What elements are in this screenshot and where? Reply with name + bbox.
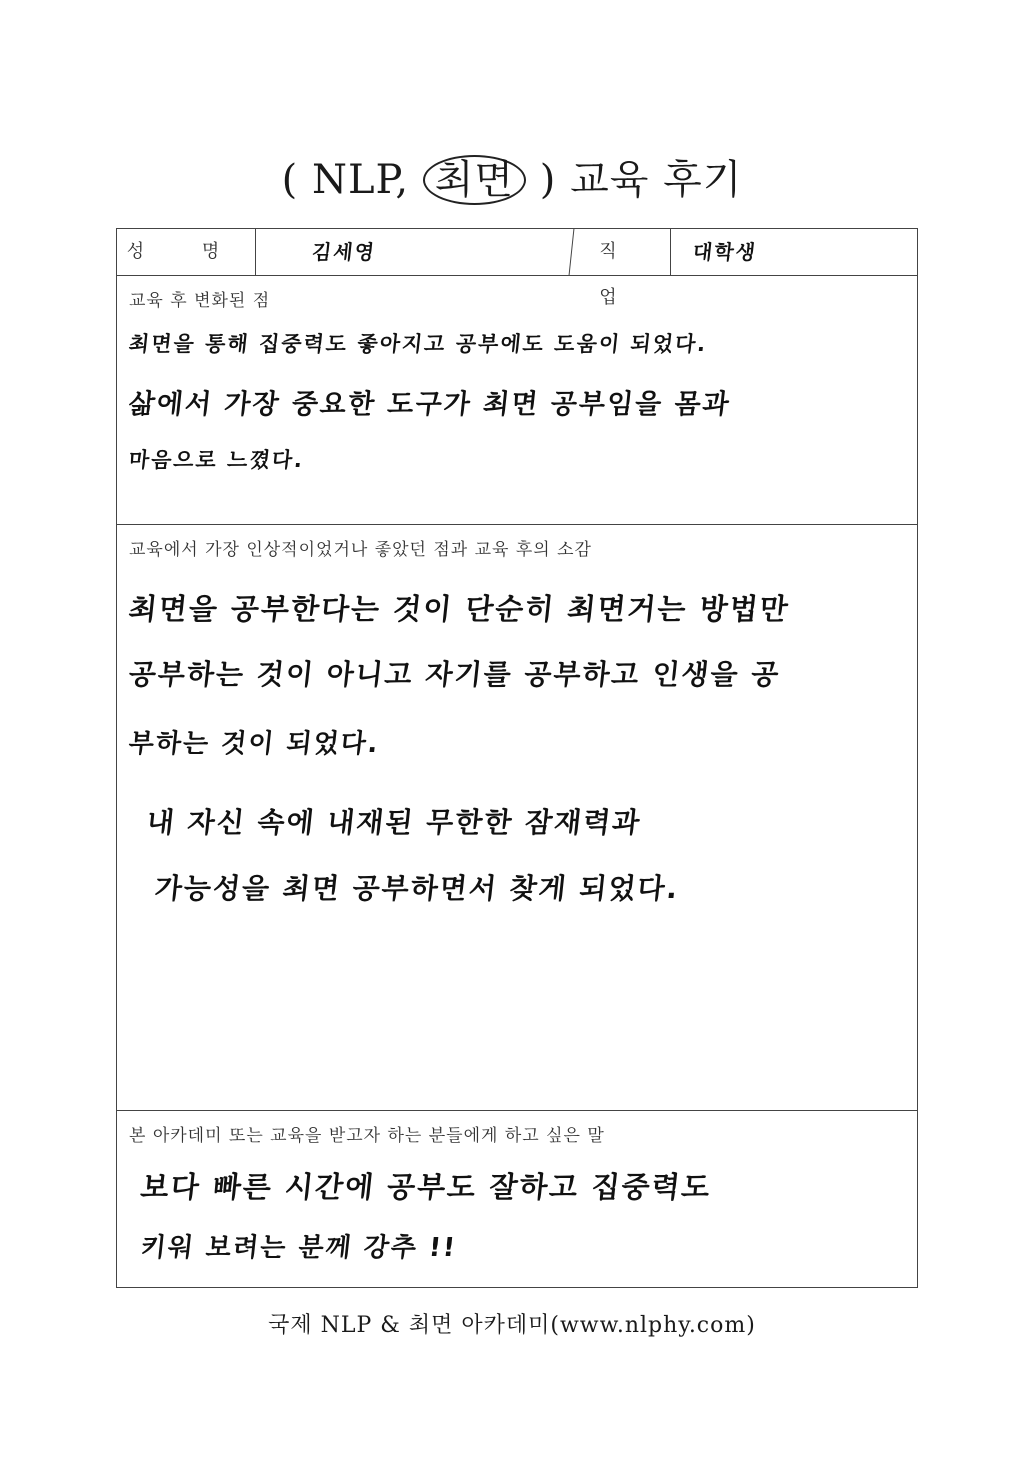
section-changes-line: 최면을 통해 집중력도 좋아지고 공부에도 도움이 되었다. [127, 332, 709, 356]
title-prefix: ( NLP, [281, 157, 423, 203]
section-impressions-line: 가능성을 최면 공부하면서 찾게 되었다. [153, 872, 681, 905]
name-label: 성 명 [117, 229, 256, 275]
section-changes-line: 마음으로 느꼈다. [127, 448, 306, 472]
section-impressions-line: 내 자신 속에 내재된 무한한 잠재력과 [145, 806, 644, 839]
title-suffix: ) 교육 후기 [526, 157, 743, 203]
section-impressions-line: 최면을 공부한다는 것이 단순히 최면거는 방법만 [127, 592, 792, 626]
section-message-label: 본 아카데미 또는 교육을 받고자 하는 분들에게 하고 싶은 말 [129, 1126, 605, 1146]
section-impressions-label: 교육에서 가장 인상적이었거나 좋았던 점과 교육 후의 소감 [129, 540, 592, 560]
section-changes-line: 삶에서 가장 중요한 도구가 최면 공부임을 몸과 [127, 389, 733, 420]
section-impressions-line: 부하는 것이 되었다. [127, 729, 382, 759]
form-title [0, 150, 1024, 210]
section-message-line: 보다 빠른 시간에 공부도 잘하고 집중력도 [139, 1170, 714, 1204]
footer-academy: 국제 NLP & 최면 아카데미(www.nlphy.com) [268, 1313, 756, 1338]
job-label: 직 업 [572, 229, 671, 275]
title-circled-option: 최면 [423, 155, 526, 205]
section-changes-label: 교육 후 변화된 점 [129, 291, 271, 311]
section-impressions [117, 525, 917, 1111]
name-value: 김세영 [254, 229, 575, 275]
section-changes [117, 276, 917, 525]
section-message [117, 1111, 917, 1287]
section-message-line: 키워 보려는 분께 강추 !! [139, 1233, 459, 1263]
section-impressions-line: 공부하는 것이 아니고 자기를 공부하고 인생을 공 [127, 658, 783, 691]
review-form [116, 228, 918, 1288]
job-value: 대학생 [691, 240, 759, 264]
